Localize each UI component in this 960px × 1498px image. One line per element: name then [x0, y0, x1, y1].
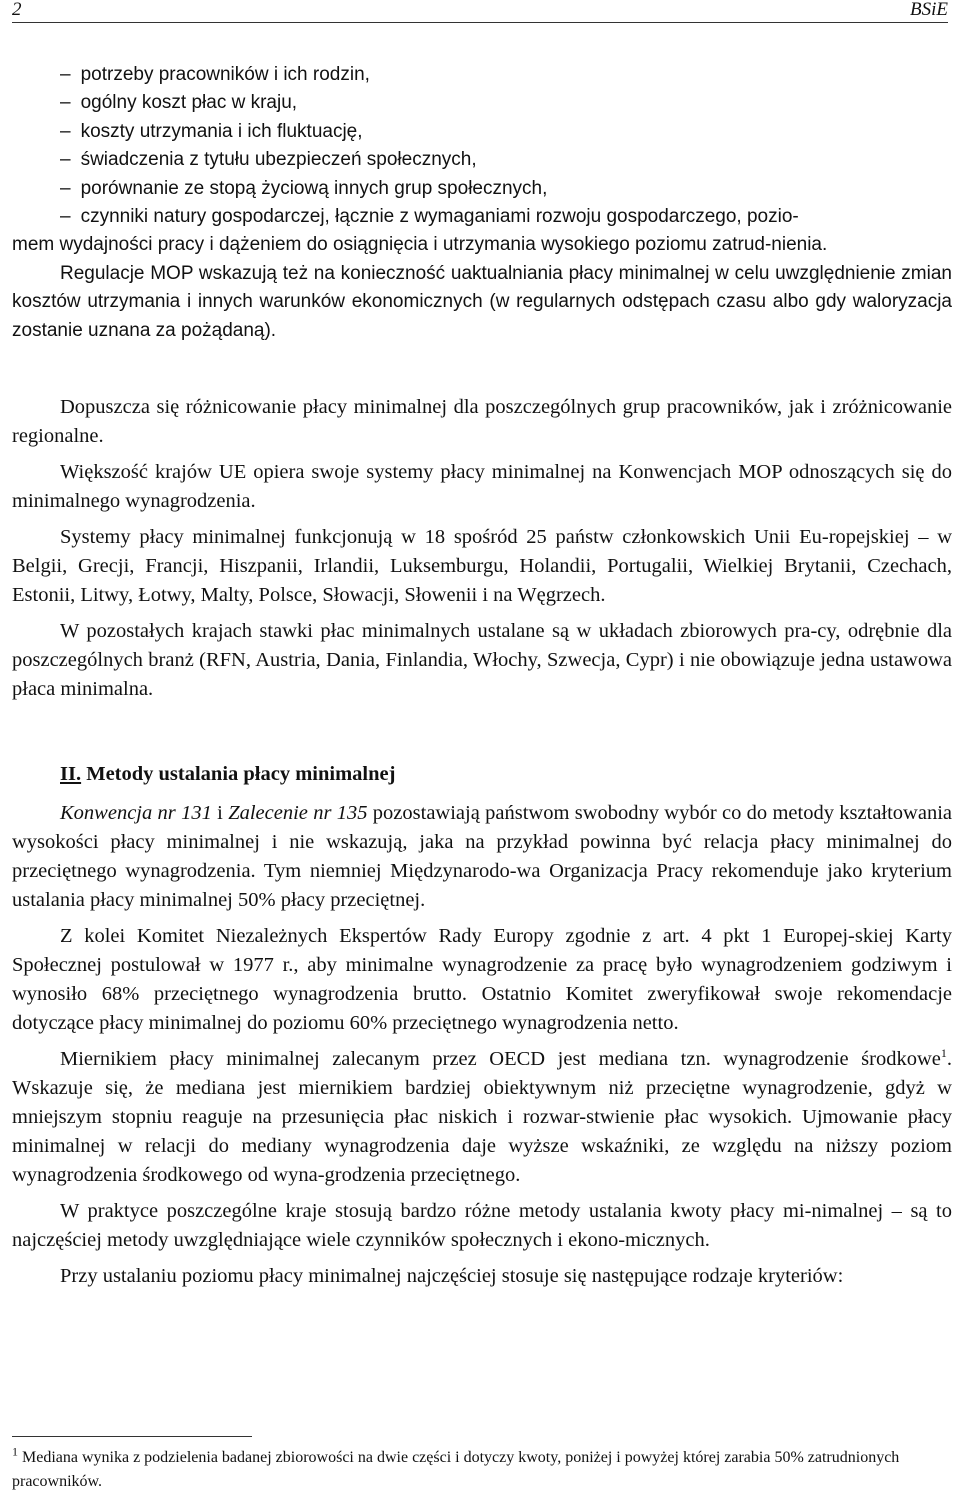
page-number: 2 — [12, 0, 22, 20]
footnote-ref[interactable]: 1 — [940, 1046, 947, 1061]
paragraph-pozostalych: W pozostałych krajach stawki płac minimalnych ustalane są w układach zbiorowych pra-cy, odrębnie dla poszczególnych branż (RFN, Austria, Dania, Finlandia, Włochy, Szwecja, Cypr) i nie obowiązuje jedna ustawowa płaca minimalna. — [12, 620, 952, 700]
paragraph-praktyce: W praktyce poszczególne kraje stosują bardzo różne metody ustalania kwoty płacy mi-nimalnej – są to najczęściej metody uwzględniające wiele czynników społecznych i ekono-micznych. — [12, 1200, 952, 1251]
section-title: Metody ustalania płacy minimalnej — [81, 763, 396, 785]
list-item: – koszty utrzymania i ich fluktuację, — [60, 120, 363, 142]
list-item-continuation: mem wydajności pracy i dążeniem do osiągnięcia i utrzymania wysokiego poziomu zatrud-nienia. — [12, 234, 828, 256]
list-item: – ogólny koszt płac w kraju, — [60, 92, 298, 114]
body-section-1 — [12, 393, 952, 711]
paragraph-konwencja: Konwencja nr 131 i Zalecenie nr 135 pozostawiają państwom swobodny wybór co do metody kształtowania wysokości płacy minimalnej i nie wskazują, jaka na przykład powinna być relacja płacy minimalnej do przeciętnego wynagrodzenia. Tym niemniej Międzynarodo-wa Organizacja Pracy rekomenduje jako kryterium ustalania płacy minimalnej 50% płacy przeciętnej. — [12, 802, 953, 911]
section-heading — [60, 763, 395, 786]
footnote-text: Mediana wynika z podzielenia badanej zbiorowości na dwie części i dotyczy kwoty, poniżej i powyżej której zarabia 50% zatrudnionych pracowników. — [12, 1449, 900, 1490]
section-number: II. — [60, 763, 82, 785]
list-item: – świadczenia z tytułu ubezpieczeń społecznych, — [60, 149, 477, 171]
header-publisher: BSiE — [910, 0, 948, 20]
paragraph-komitet: Z kolei Komitet Niezależnych Ekspertów Rady Europy zgodnie z art. 4 pkt 1 Europej-skiej Karty Społecznej postulował w 1977 r., aby minimalne wynagrodzenie za pracę było wynagrodzeniem godziwym i wynosiło 68% przeciętnego wynagrodzenia brutto. Ostatnio Komitet zweryfikował swoje rekomendacje dotyczące płacy minimalnej do poziomu 60% przeciętnego wynagrodzenia netto. — [12, 925, 952, 1034]
list-item: – porównanie ze stopą życiową innych grup społecznych, — [60, 177, 548, 199]
paragraph-wiekszosc: Większość krajów UE opiera swoje systemy płacy minimalnej na Konwencjach MOP odnoszących się do minimalnego wynagrodzenia. — [12, 461, 952, 512]
paragraph-systemy: Systemy płacy minimalnej funkcjonują w 18 spośród 25 państw członkowskich Unii Eu-ropejskiej – w Belgii, Grecji, Francji, Hiszpanii, Irlandii, Luksemburgu, Holandii, Portugalii, Wielkiej Brytanii, Czechach, Estonii, Litwy, Łotwy, Malty, Polsce, Słowacji, Słowenii i na Węgrzech. — [12, 526, 952, 606]
paragraph-regulacje: Regulacje MOP wskazują też na konieczność uaktualniania płacy minimalnej w celu uwzględnienie zmian kosztów utrzymania i innych warunków ekonomicznych (w regularnych odstępach czasu albo gdy waloryzacja zostanie uznana za pożądaną). — [12, 262, 952, 341]
body-section-2 — [12, 799, 952, 1298]
footnote-number: 1 — [12, 1444, 18, 1459]
paragraph-dopuszcza: Dopuszcza się różnicowanie płacy minimalnej dla poszczególnych grup pracowników, jak i zróżnicowanie regionalne. — [12, 396, 952, 447]
criteria-list — [12, 61, 952, 345]
list-item: – czynniki natury gospodarczej, łącznie z wymaganiami rozwoju gospodarczego, pozio- — [60, 206, 799, 228]
footnote-divider — [12, 1436, 252, 1437]
page-header — [12, 0, 948, 23]
footnote — [12, 1446, 952, 1494]
paragraph-przy: Przy ustalaniu poziomu płacy minimalnej najczęściej stosuje się następujące rodzaje kryteriów: — [60, 1265, 844, 1287]
list-item: – potrzeby pracowników i ich rodzin, — [60, 64, 370, 85]
paragraph-miernikiem: Miernikiem płacy minimalnej zalecanym przez OECD jest mediana tzn. wynagrodzenie środkowe$^1$. Wskazuje się, że mediana jest miernikiem bardziej obiektywnym niż przeciętne wynagrodzenie, gdyż w mniejszym stopniu reaguje na przesunięcia płac niskich i rozwar-stwienie płac wysokich. Ujmowanie płacy minimalnej w relacji do mediany wynagrodzenia daje wyższe wskaźniki, ze względu na niższy poziom wynagrodzenia środkowego od wyna-grodzenia przeciętnego. — [12, 1046, 952, 1186]
